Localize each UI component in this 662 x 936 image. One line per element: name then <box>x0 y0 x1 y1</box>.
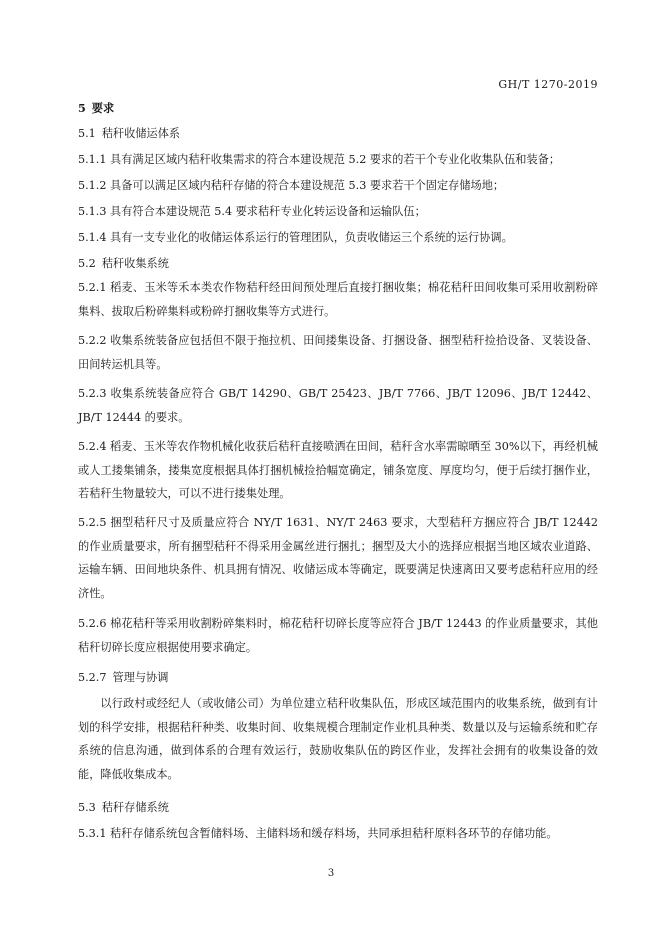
clause-5-2-2: 5.2.2 收集系统装备应包括但不限于拖拉机、田间搂集设备、打捆设备、捆型秸秆捡拾设备、叉装设备、田间转运机具等。 <box>78 334 598 371</box>
clause-5-2-6: 5.2.6 棉花秸秆等采用收割粉碎集料时，棉花秸秆切碎长度等应符合 JB/T 12443 的作业质量要求，其他秸秆切碎长度应根据使用要求确定。 <box>78 617 598 654</box>
clause-5-2-1: 5.2.1 稻麦、玉米等禾本类农作物秸秆经田间预处理后直接打捆收集；棉花秸秆田间收集可采用收割粉碎集料、拔取后粉碎集料或粉碎打捆收集等方式进行。 <box>78 281 598 318</box>
clause-5-2-7-body: 以行政村或经纪人（或收储公司）为单位建立秸秆收集队伍，形成区域范围内的收集系统，做到有计划的科学安排，根据秸秆种类、收集时间、收集规模合理制定作业机具种类、数量以及与运输系统和贮存系统的信息沟通，做到体系的合理有效运行，鼓励收集队伍的跨区作业，发挥社会拥有的收集设备的效能，降低收集成本。 <box>78 697 598 781</box>
section-title: 要求 <box>91 101 115 115</box>
clause-5-1-2: 5.1.2 具备可以满足区域内秸秆存储的符合本建设规范 5.3 要求若干个固定存储场地； <box>78 179 505 192</box>
clause-5-3-1: 5.3.1 秸秆存储系统包含暂储料场、主储料场和缓存料场，共同承担秸秆原料各环节的存储功能。 <box>78 827 558 840</box>
page-number: 3 <box>327 868 335 879</box>
section-title: 秸秆收集系统 <box>101 257 169 270</box>
section-number: 5 <box>78 101 86 115</box>
section-title: 秸秆收储运体系 <box>101 127 181 140</box>
clause-5-1-4: 5.1.4 具有一支专业化的收储运体系运行的管理团队，负责收储运三个系统的运行协调。 <box>78 231 513 244</box>
section-title: 管理与协调 <box>112 671 169 684</box>
section-number: 5.3 <box>78 801 96 814</box>
section-number: 5.1 <box>78 127 96 140</box>
section-5-heading <box>78 98 114 118</box>
clause-5-2-4: 5.2.4 稻麦、玉米等农作物机械化收获后秸秆直接喷洒在田间，秸秆含水率需晾晒至 30%以下，再经机械或人工搂集铺条，搂集宽度根据具体打捆机械捡拾幅宽确定，铺条宽度、厚度均匀，便于后续打捆作业，若秸秆生物量较大，可以不进行搂集处理。 <box>78 440 598 500</box>
section-5-3-heading <box>78 798 169 818</box>
standard-code-header: GH/T 1270-2019 <box>498 78 598 91</box>
section-5-2-heading <box>78 254 169 274</box>
clause-5-1-3: 5.1.3 具有符合本建设规范 5.4 要求秸秆专业化转运设备和运输队伍； <box>78 205 426 218</box>
clause-5-2-5: 5.2.5 捆型秸秆尺寸及质量应符合 NY/T 1631、NY/T 2463 要求，大型秸秆方捆应符合 JB/T 12442 的作业质量要求，所有捆型秸秆不得采用金属丝进行捆扎；捆型及大小的选择应根据当地区域农业道路、运输车辆、田间地块条件、机具拥有情况、收储运成本等确定，既要满足快速离田又要考虑秸秆应用的经济性。 <box>78 516 598 600</box>
section-number: 5.2.7 <box>78 671 107 684</box>
section-5-2-7-heading <box>78 668 168 688</box>
section-number: 5.2 <box>78 257 96 270</box>
clause-5-1-1: 5.1.1 具有满足区域内秸秆收集需求的符合本建设规范 5.2 要求的若干个专业化收集队伍和装备； <box>78 153 561 166</box>
section-title: 秸秆存储系统 <box>101 801 169 814</box>
section-5-1-heading <box>78 124 180 144</box>
clause-5-2-3: 5.2.3 收集系统装备应符合 GB/T 14290、GB/T 25423、JB/T 7766、JB/T 12096、JB/T 12442、JB/T 12444 的要求。 <box>78 387 598 424</box>
